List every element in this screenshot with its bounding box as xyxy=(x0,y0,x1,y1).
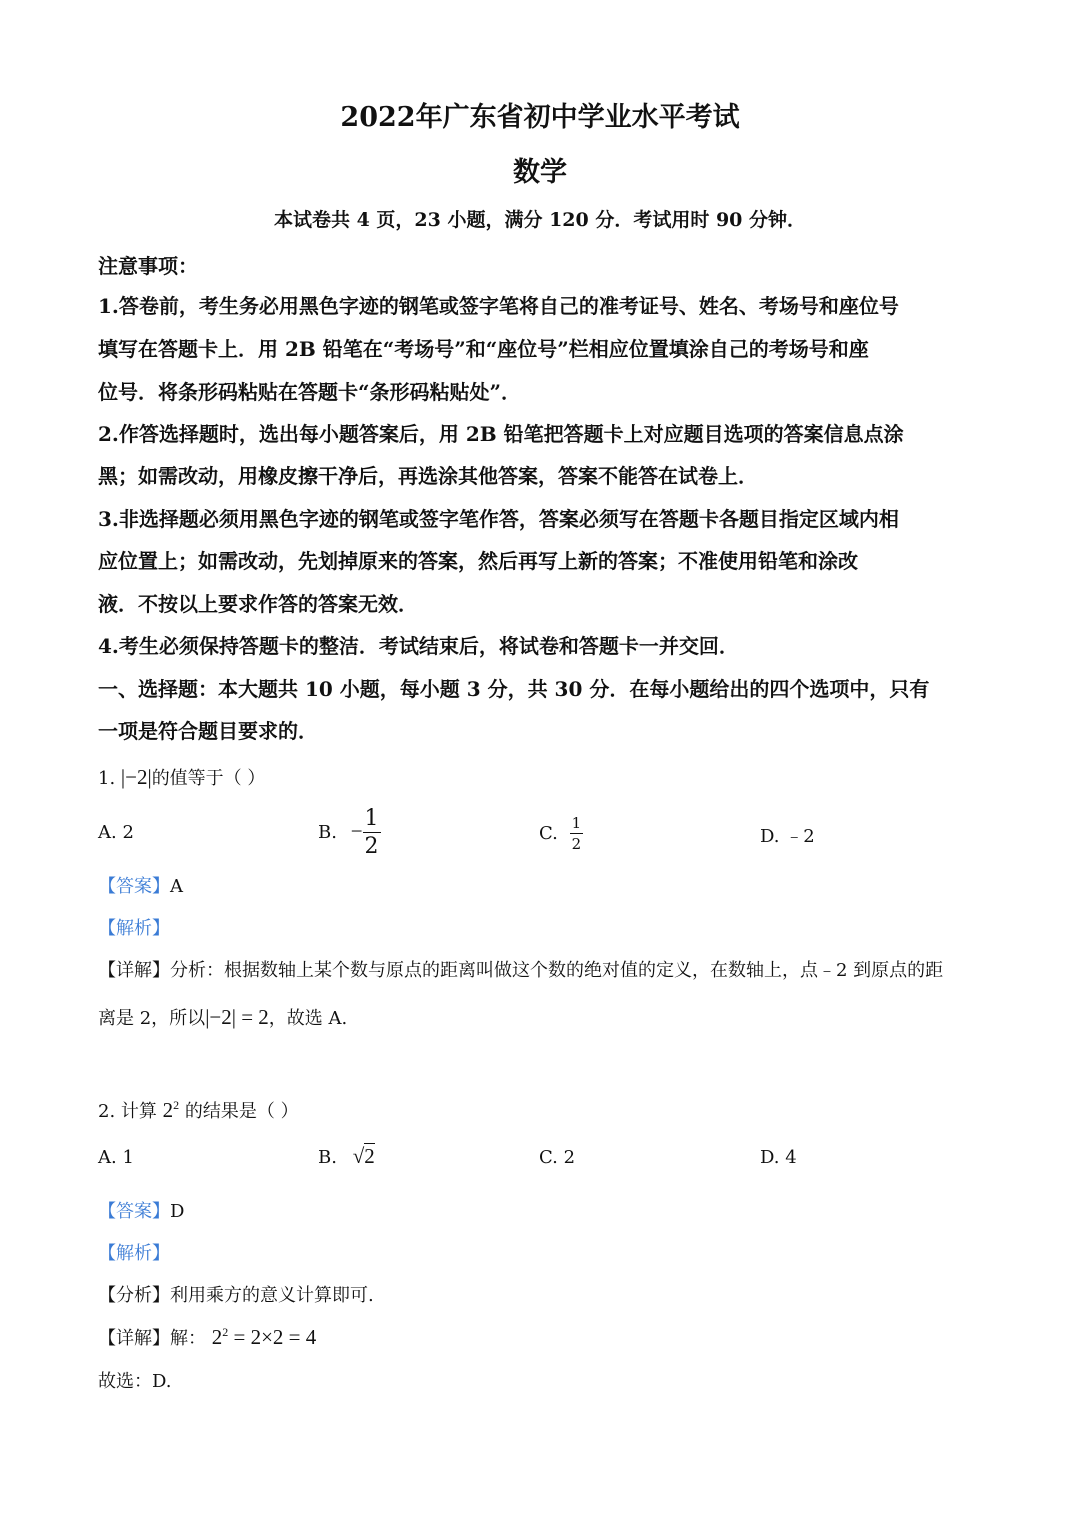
subject-title: 数学 xyxy=(513,157,567,188)
equation-rest: = 2×2 = 4 xyxy=(228,1325,317,1349)
abs-value-expr: |−2| xyxy=(120,765,152,789)
notice-line: 应位置上；如需改动，先划掉原来的答案，然后再写上新的答案；不准使用铅笔和涂改 xyxy=(98,549,858,573)
notice-line: 1.答卷前，考生务必用黑色字迹的钢笔或签字笔将自己的准考证号、姓名、考场号和座位号 xyxy=(98,294,899,318)
fenxi-line xyxy=(98,1281,374,1307)
notice-line: 液．不按以上要求作答的答案无效． xyxy=(98,592,418,616)
detail-line xyxy=(98,1004,347,1030)
power-base: 2 xyxy=(162,1098,174,1122)
notice-line: 4.考生必须保持答题卡的整洁．考试结束后，将试卷和答题卡一并交回． xyxy=(98,634,739,658)
power-exponent: 2 xyxy=(222,1325,229,1339)
conclusion-line: 故选：D. xyxy=(98,1371,172,1392)
option-c xyxy=(539,816,583,852)
question-2-stem xyxy=(98,1097,299,1123)
fenxi-tag: 【分析】 xyxy=(98,1285,170,1306)
option-d: D. 4 xyxy=(760,1147,797,1168)
fenxi-text: 利用乘方的意义计算即可. xyxy=(170,1285,374,1306)
fraction xyxy=(363,808,381,858)
answer-value: A xyxy=(170,876,183,897)
denominator: 2 xyxy=(571,835,582,853)
notice-line: 位号．将条形码粘贴在答题卡“条形码粘贴处”． xyxy=(98,380,522,404)
power-exponent: 2 xyxy=(173,1098,180,1112)
question-number: 2. xyxy=(98,1101,116,1122)
question-number: 1. xyxy=(98,768,116,789)
question-1-text: 的值等于（ ） xyxy=(151,768,266,789)
detail-text: ，故选 A. xyxy=(268,1008,348,1029)
analysis-tag: 【解析】 xyxy=(98,918,170,939)
option-c: C. 2 xyxy=(539,1147,576,1168)
detail-text: 解： xyxy=(170,1328,206,1349)
option-d: D. ﹣2 xyxy=(760,826,815,847)
answer-line xyxy=(98,1197,184,1223)
option-a: A. 2 xyxy=(98,822,134,843)
radicand: 2 xyxy=(364,1144,375,1168)
detail-tag: 【详解】 xyxy=(98,1328,170,1349)
exam-title: 2022年广东省初中学业水平考试 xyxy=(340,102,740,133)
fraction xyxy=(570,816,584,852)
notice-heading: 注意事项： xyxy=(98,254,198,278)
analysis-tag: 【解析】 xyxy=(98,1243,170,1264)
option-b xyxy=(318,808,381,858)
denominator: 2 xyxy=(364,834,379,859)
answer-value: D xyxy=(170,1201,185,1222)
option-label: B. xyxy=(318,822,337,843)
option-b xyxy=(318,1144,375,1169)
question-2-text: 计算 xyxy=(120,1101,157,1122)
answer-line xyxy=(98,872,183,898)
section-heading-cont: 一项是符合题目要求的． xyxy=(98,719,318,743)
detail-tag: 【详解】 xyxy=(98,960,170,981)
abs-value-equation: |−2| = 2 xyxy=(205,1005,269,1029)
question-1-stem xyxy=(98,764,265,790)
numerator: 1 xyxy=(571,814,582,832)
sqrt-symbol: √ xyxy=(352,1144,365,1168)
answer-tag: 【答案】 xyxy=(98,1201,170,1222)
notice-line: 填写在答题卡上．用 2B 铅笔在“考场号”和“座位号”栏相应位置填涂自己的考场号和座 xyxy=(98,337,869,361)
option-a: A. 1 xyxy=(98,1147,134,1168)
option-label: B. xyxy=(318,1147,337,1168)
answer-tag: 【答案】 xyxy=(98,876,170,897)
notice-line: 黑；如需改动，用橡皮擦干净后，再选涂其他答案，答案不能答在试卷上． xyxy=(98,464,758,488)
notice-line: 2.作答选择题时，选出每小题答案后，用 2B 铅笔把答题卡上对应题目选项的答案信息点涂 xyxy=(98,422,904,446)
power-base: 2 xyxy=(211,1325,223,1349)
option-label: C. xyxy=(539,823,558,844)
minus-sign: − xyxy=(350,819,363,843)
section-heading: 一、选择题：本大题共 10 小题，每小题 3 分，共 30 分．在每小题给出的四个选项中，只有 xyxy=(98,677,930,701)
detail-line xyxy=(98,956,943,982)
detail-text: 分析：根据数轴上某个数与原点的距离叫做这个数的绝对值的定义，在数轴上，点﹣2 到原点的距 xyxy=(170,960,944,981)
detail-line xyxy=(98,1324,316,1350)
numerator: 1 xyxy=(364,806,379,831)
notice-line: 3.非选择题必须用黑色字迹的钢笔或签字笔作答，答案必须写在答题卡各题目指定区域内相 xyxy=(98,507,899,531)
power-expr xyxy=(163,1098,180,1122)
question-2-text: 的结果是（ ） xyxy=(184,1101,299,1122)
detail-text: 离是 2，所以 xyxy=(98,1008,206,1029)
exam-info: 本试卷共 4 页，23 小题，满分 120 分．考试用时 90 分钟． xyxy=(273,209,807,231)
power-equation xyxy=(212,1325,317,1349)
